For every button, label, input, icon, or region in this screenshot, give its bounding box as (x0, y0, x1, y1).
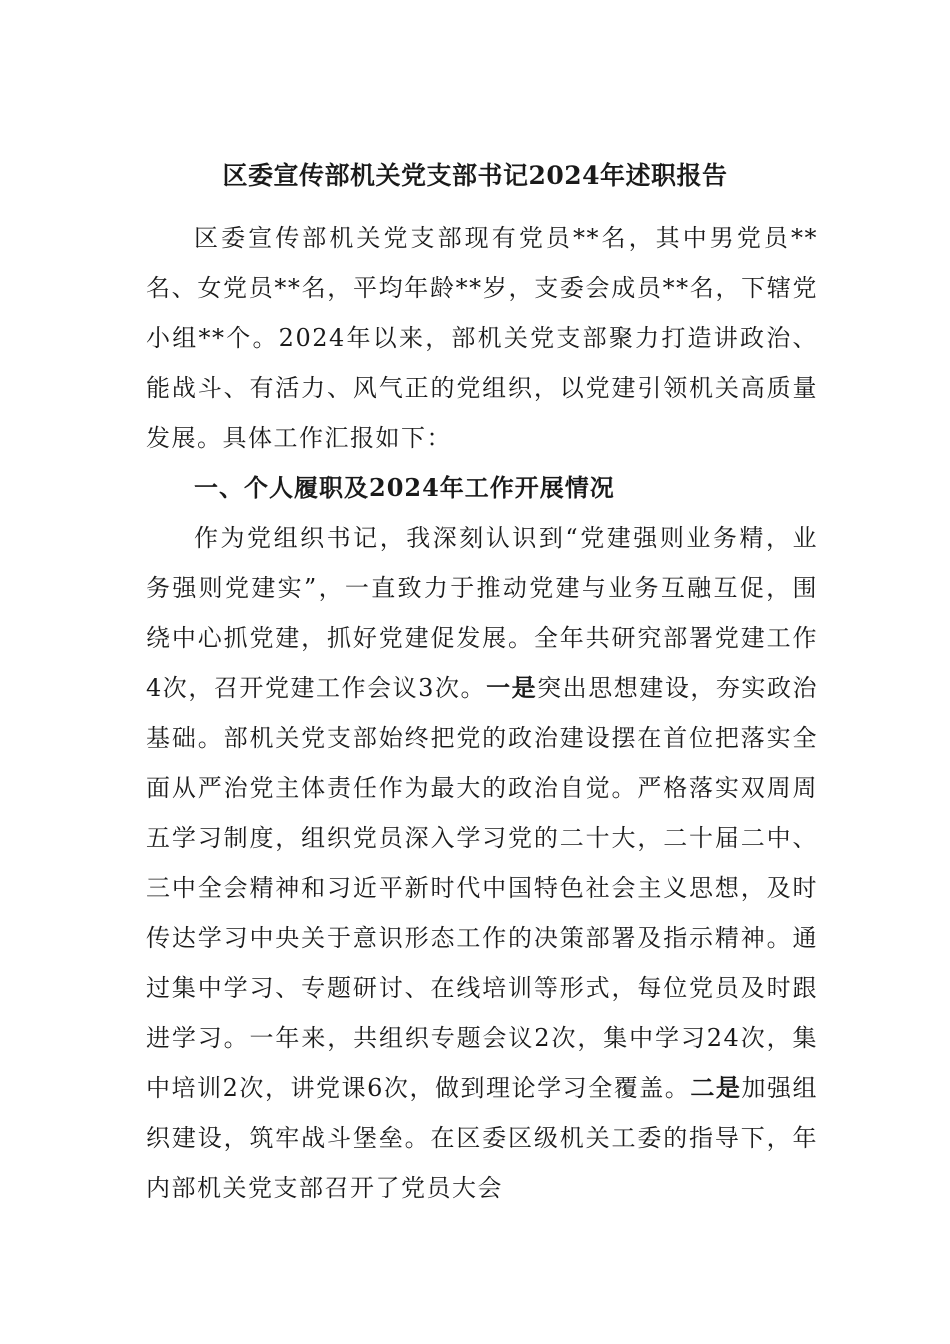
document-body (146, 213, 818, 1213)
section-paragraph (146, 513, 818, 1213)
paragraph-text: 作为党组织书记，我深刻认识到“党建强则业务精，业务强则党建实”，一直致力于推动党建与业务互融互促，围绕中心抓党建，抓好党建促发展。全年共研究部署党建工作4次，召开党建工作会议3次。 (146, 524, 818, 702)
paragraph-text: 突出思想建设，夯实政治基础。部机关党支部始终把党的政治建设摆在首位把落实全面从严治党主体责任作为最大的政治自觉。严格落实双周周五学习制度，组织党员深入学习党的二十大，二十届二中、三中全会精神和习近平新时代中国特色社会主义思想，及时传达学习中央关于意识形态工作的决策部署及指示精神。通过集中学习、专题研讨、在线培训等形式，每位党员及时跟进学习。一年来，共组织专题会议2次，集中学习24次，集中培训2次，讲党课6次，做到理论学习全覆盖。 (146, 674, 819, 1102)
intro-paragraph: 区委宣传部机关党支部现有党员**名，其中男党员**名、女党员**名，平均年龄**岁，支委会成员**名，下辖党小组**个。2024年以来，部机关党支部聚力打造讲政治、能战斗、有活力、风气正的党组织，以党建引领机关高质量发展。具体工作汇报如下： (146, 224, 818, 452)
paragraph-text: 加强组织建设，筑牢战斗堡垒。在区委区级机关工委的指导下，年内部机关党支部召开了党员大会 (146, 1074, 819, 1202)
item-marker-1: 一是 (486, 673, 538, 702)
item-marker-2: 二是 (690, 1073, 742, 1102)
section-heading: 一、个人履职及2024年工作开展情况 (194, 473, 615, 502)
document-title: 区委宣传部机关党支部书记2024年述职报告 (222, 161, 728, 190)
